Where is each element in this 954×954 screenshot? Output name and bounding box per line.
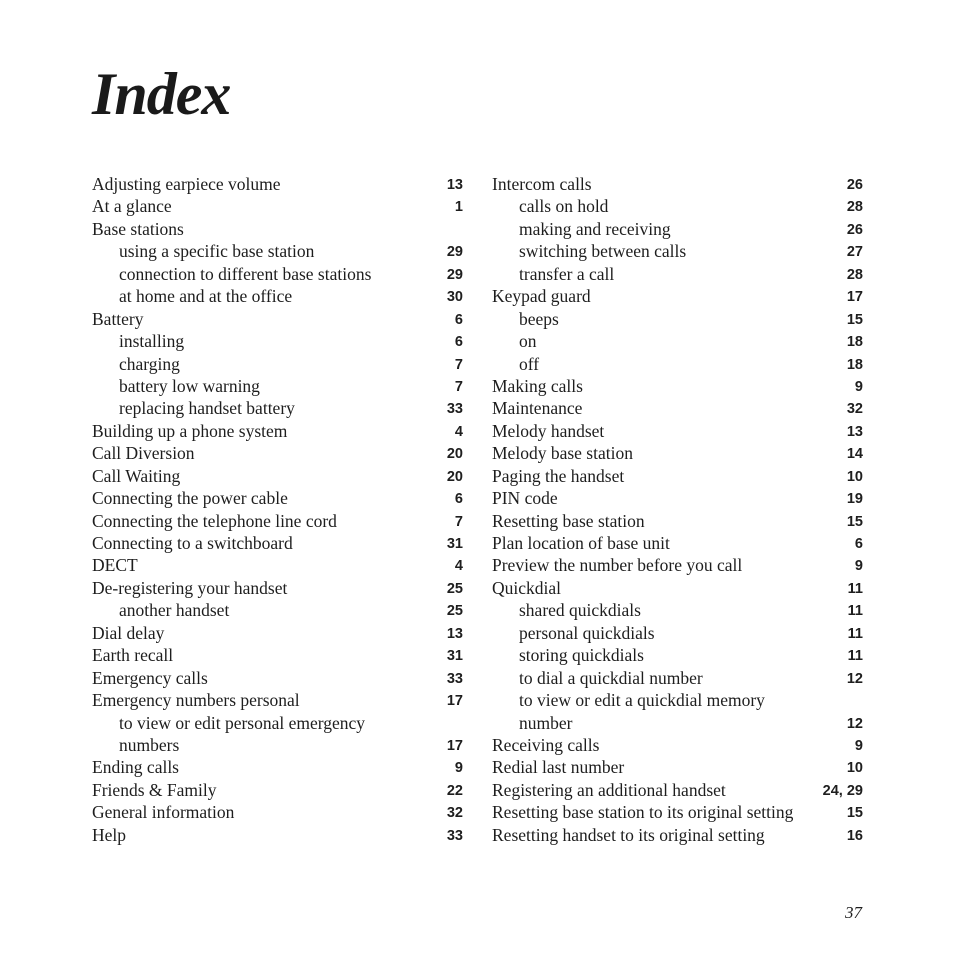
index-page-ref: 33 bbox=[446, 670, 463, 687]
index-entry bbox=[492, 308, 863, 330]
index-entry bbox=[92, 667, 463, 689]
index-entry bbox=[92, 375, 463, 397]
index-term: personal quickdials bbox=[519, 622, 655, 643]
index-term: Maintenance bbox=[492, 398, 583, 419]
index-entry bbox=[492, 532, 863, 554]
index-term: Quickdial bbox=[492, 577, 562, 598]
index-page-ref: 25 bbox=[446, 580, 463, 597]
index-term: transfer a call bbox=[519, 263, 615, 284]
index-term: Connecting the power cable bbox=[92, 488, 288, 509]
index-term: making and receiving bbox=[519, 218, 671, 239]
index-page-ref: 17 bbox=[446, 737, 463, 754]
index-term: Connecting the telephone line cord bbox=[92, 510, 337, 531]
page-title: Index bbox=[92, 61, 231, 127]
index-term: installing bbox=[119, 331, 185, 352]
index-term: switching between calls bbox=[519, 241, 687, 262]
index-entry bbox=[492, 554, 863, 576]
index-page-ref: 20 bbox=[446, 468, 463, 485]
index-page-ref: 18 bbox=[846, 334, 863, 351]
index-page-ref: 9 bbox=[854, 378, 863, 395]
index-page-ref: 1 bbox=[454, 199, 463, 216]
index-entry bbox=[492, 173, 863, 195]
index-term: shared quickdials bbox=[519, 600, 641, 621]
index-entry bbox=[492, 779, 863, 801]
index-page-ref: 32 bbox=[846, 401, 863, 418]
index-page-ref: 29 bbox=[446, 244, 463, 261]
index-term: Plan location of base unit bbox=[492, 533, 670, 553]
index-page-ref: 24, 29 bbox=[822, 782, 863, 799]
index-page-ref: 14 bbox=[846, 446, 863, 463]
index-page-ref: 11 bbox=[847, 580, 863, 597]
index-term: Redial last number bbox=[492, 757, 625, 778]
index-page-ref: 6 bbox=[454, 334, 463, 351]
index-entry bbox=[92, 420, 463, 442]
index-entry bbox=[92, 465, 463, 487]
index-page-ref: 4 bbox=[454, 423, 463, 440]
page-number: 37 bbox=[845, 903, 862, 922]
index-page-ref: 33 bbox=[446, 827, 463, 844]
index-entry bbox=[492, 644, 863, 666]
index-page-ref: 22 bbox=[446, 782, 463, 799]
index-entry bbox=[92, 712, 463, 734]
index-entry bbox=[492, 622, 863, 644]
index-term: DECT bbox=[92, 555, 138, 576]
index-term: Help bbox=[92, 824, 127, 845]
index-entry bbox=[492, 285, 863, 307]
index-page-ref: 6 bbox=[454, 491, 463, 508]
index-term: Intercom calls bbox=[492, 174, 592, 194]
index-page-ref: 15 bbox=[846, 513, 863, 530]
index-page-ref: 9 bbox=[854, 737, 863, 754]
index-entry bbox=[92, 397, 463, 419]
index-entry bbox=[92, 577, 463, 599]
index-page-ref: 26 bbox=[846, 221, 863, 238]
index-entry bbox=[492, 263, 863, 285]
index-entry bbox=[492, 824, 863, 846]
index-entry bbox=[92, 554, 463, 576]
index-entry bbox=[492, 218, 863, 240]
index-page-ref: 27 bbox=[846, 244, 863, 261]
index-term: PIN code bbox=[492, 488, 558, 509]
index-term: Making calls bbox=[492, 375, 583, 396]
index-term: to view or edit a quickdial memory bbox=[519, 690, 765, 711]
index-entry bbox=[492, 577, 863, 599]
index-page-ref: 11 bbox=[847, 625, 863, 642]
index-entry bbox=[92, 240, 463, 262]
index-term: to view or edit personal emergency bbox=[119, 712, 366, 733]
index-term: Ending calls bbox=[92, 757, 179, 778]
index-term: charging bbox=[119, 353, 180, 374]
index-entry bbox=[492, 465, 863, 487]
index-entry bbox=[492, 734, 863, 756]
index-entry bbox=[492, 375, 863, 397]
index-entry bbox=[92, 330, 463, 352]
index-term: numbers bbox=[119, 734, 180, 755]
index-entry bbox=[492, 353, 863, 375]
index-entry bbox=[492, 712, 863, 734]
index-term: using a specific base station bbox=[119, 241, 315, 262]
index-page-ref: 13 bbox=[446, 625, 463, 642]
index-entry bbox=[492, 667, 863, 689]
index-term: Emergency numbers personal bbox=[92, 690, 300, 711]
index-term: connection to different base stations bbox=[119, 263, 372, 284]
index-entry bbox=[492, 756, 863, 778]
index-entry bbox=[92, 532, 463, 554]
index-entry bbox=[92, 824, 463, 846]
index-term: Preview the number before you call bbox=[492, 555, 743, 576]
index-term: Keypad guard bbox=[492, 286, 591, 307]
index-term: battery low warning bbox=[119, 375, 260, 396]
index-page-ref: 11 bbox=[847, 648, 863, 665]
index-entry bbox=[492, 420, 863, 442]
index-page-ref: 18 bbox=[846, 356, 863, 373]
index-term: storing quickdials bbox=[519, 645, 644, 666]
index-entry bbox=[492, 487, 863, 509]
index-page-ref: 7 bbox=[454, 513, 463, 530]
index-term: At a glance bbox=[92, 196, 172, 217]
index-page-ref: 30 bbox=[446, 289, 463, 306]
index-entry bbox=[92, 285, 463, 307]
index-entry bbox=[92, 644, 463, 666]
index-page-ref: 29 bbox=[446, 266, 463, 283]
index-term: at home and at the office bbox=[119, 286, 293, 307]
index-entry bbox=[492, 397, 863, 419]
index-page-ref: 17 bbox=[846, 289, 863, 306]
index-page-ref: 15 bbox=[846, 805, 863, 822]
index-entry bbox=[92, 263, 463, 285]
index-entry bbox=[492, 599, 863, 621]
index-page-ref: 10 bbox=[846, 468, 863, 485]
index-term: Base stations bbox=[92, 218, 184, 239]
index-term: to dial a quickdial number bbox=[519, 667, 703, 688]
index-column-right bbox=[492, 173, 863, 846]
index-page-ref: 10 bbox=[846, 760, 863, 777]
index-page-ref: 31 bbox=[446, 536, 463, 552]
index-entry bbox=[92, 756, 463, 778]
index-entry bbox=[92, 801, 463, 823]
index-page-ref: 15 bbox=[846, 311, 863, 328]
index-page-ref: 28 bbox=[846, 199, 863, 216]
index-entry bbox=[92, 779, 463, 801]
index-page-ref: 25 bbox=[446, 603, 463, 620]
index-page-ref: 20 bbox=[446, 446, 463, 463]
index-entry bbox=[92, 734, 463, 756]
index-page-ref: 33 bbox=[446, 401, 463, 418]
index-term: Call Waiting bbox=[92, 465, 181, 486]
index-page-ref: 13 bbox=[446, 177, 463, 193]
index-entry bbox=[92, 218, 463, 240]
index-term: Registering an additional handset bbox=[492, 779, 726, 800]
index-term: Battery bbox=[92, 308, 144, 329]
index-term: De-registering your handset bbox=[92, 577, 288, 598]
index-entry bbox=[92, 173, 463, 195]
index-page-ref: 11 bbox=[847, 603, 863, 620]
index-term: Resetting handset to its original setting bbox=[492, 824, 765, 845]
index-page-ref: 9 bbox=[854, 558, 863, 575]
index-page-ref: 17 bbox=[446, 693, 463, 710]
index-page-ref: 7 bbox=[454, 378, 463, 395]
index-page-ref: 19 bbox=[846, 491, 863, 508]
index-entry bbox=[92, 487, 463, 509]
index-entry bbox=[92, 308, 463, 330]
index-term: Receiving calls bbox=[492, 734, 600, 755]
index-page-ref: 12 bbox=[846, 670, 863, 687]
index-term: number bbox=[519, 712, 573, 733]
index-entry bbox=[92, 689, 463, 711]
index-page-ref: 6 bbox=[854, 536, 863, 552]
index-entry bbox=[492, 330, 863, 352]
index-term: Earth recall bbox=[92, 645, 174, 666]
index-page-ref: 7 bbox=[454, 356, 463, 373]
index-entry bbox=[92, 622, 463, 644]
index-term: Building up a phone system bbox=[92, 420, 288, 441]
index-entry bbox=[92, 510, 463, 532]
index-page-ref: 26 bbox=[846, 177, 863, 193]
index-page-ref: 9 bbox=[454, 760, 463, 777]
index-term: Resetting base station bbox=[492, 510, 645, 531]
index-term: Paging the handset bbox=[492, 465, 625, 486]
index-entry bbox=[492, 689, 863, 711]
index-term: Resetting base station to its original setting bbox=[492, 802, 794, 823]
index-term: calls on hold bbox=[519, 196, 609, 217]
index-term: Dial delay bbox=[92, 622, 165, 643]
index-entry bbox=[92, 195, 463, 217]
index-entry bbox=[92, 442, 463, 464]
index-term: Connecting to a switchboard bbox=[92, 533, 293, 553]
index-term: off bbox=[519, 353, 540, 374]
index-term: Friends & Family bbox=[92, 779, 217, 800]
index-term: on bbox=[519, 331, 537, 352]
index-entry bbox=[92, 353, 463, 375]
index-page-ref: 28 bbox=[846, 266, 863, 283]
index-entry bbox=[492, 195, 863, 217]
index-term: Melody handset bbox=[492, 420, 605, 441]
index-page-ref: 31 bbox=[446, 648, 463, 665]
index-page-ref: 6 bbox=[454, 311, 463, 328]
index-term: General information bbox=[92, 802, 235, 823]
index-page-ref: 13 bbox=[846, 423, 863, 440]
index-entry bbox=[492, 442, 863, 464]
index-entry bbox=[492, 801, 863, 823]
index-term: Melody base station bbox=[492, 443, 633, 464]
index-entry bbox=[92, 599, 463, 621]
index-entry bbox=[492, 510, 863, 532]
index-column-left bbox=[92, 173, 463, 846]
index-term: replacing handset battery bbox=[119, 398, 295, 419]
index-term: Call Diversion bbox=[92, 443, 195, 464]
index-entry bbox=[492, 240, 863, 262]
index-page-ref: 12 bbox=[846, 715, 863, 732]
index-term: another handset bbox=[119, 600, 230, 621]
index-page-ref: 32 bbox=[446, 805, 463, 822]
index-term: beeps bbox=[519, 308, 559, 329]
index-term: Adjusting earpiece volume bbox=[92, 174, 281, 194]
index-page-ref: 4 bbox=[454, 558, 463, 575]
index-page-ref: 16 bbox=[846, 827, 863, 844]
index-term: Emergency calls bbox=[92, 667, 208, 688]
